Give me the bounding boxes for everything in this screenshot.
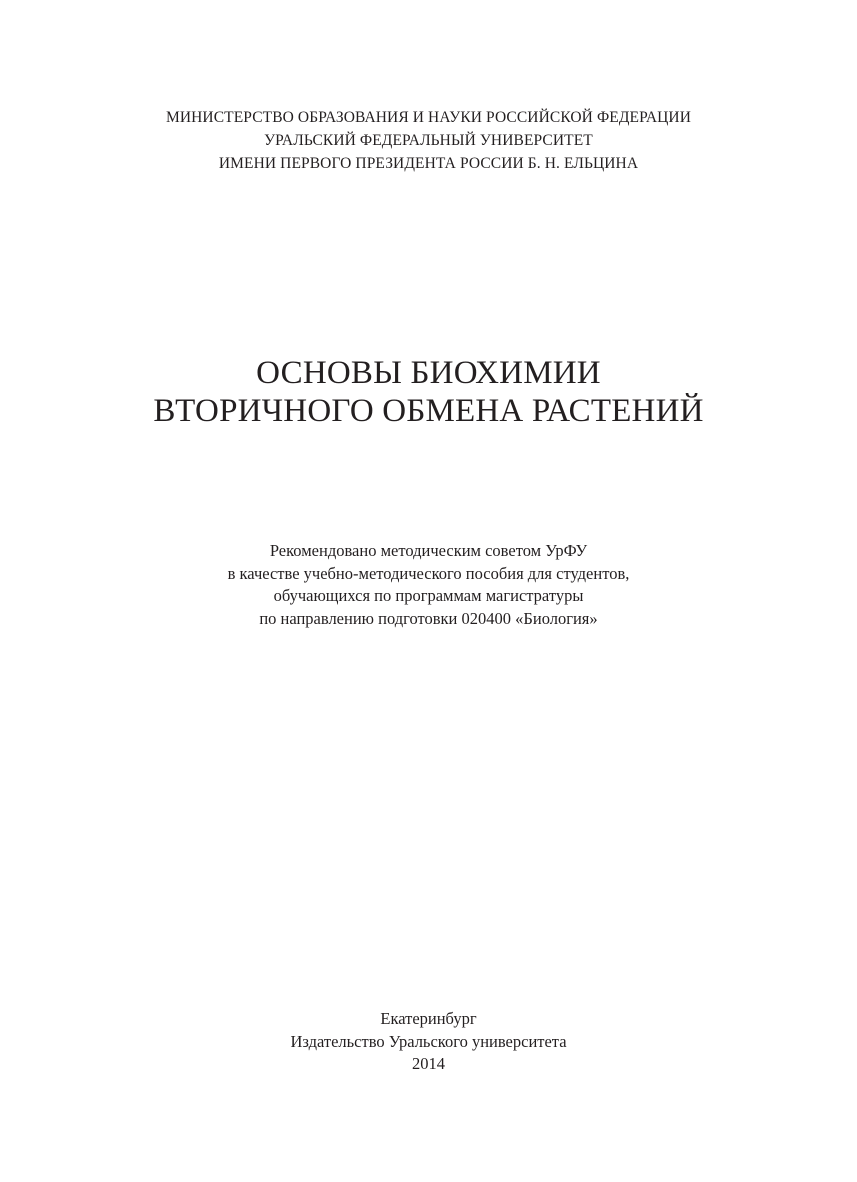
university-dedication-line: ИМЕНИ ПЕРВОГО ПРЕЗИДЕНТА РОССИИ Б. Н. ЕЛЬЦИНА [218,155,639,172]
book-title [0,354,857,430]
university-line: УРАЛЬСКИЙ ФЕДЕРАЛЬНЫЙ УНИВЕРСИТЕТ [264,132,593,149]
imprint-city: Екатеринбург [380,1009,477,1028]
recommendation-line-1: Рекомендовано методическим советом УрФУ [269,541,588,560]
imprint-publisher: Издательство Уральского университета [290,1031,567,1051]
publication-imprint [0,1008,857,1076]
institution-header [0,106,857,175]
ministry-line: МИНИСТЕРСТВО ОБРАЗОВАНИЯ И НАУКИ РОССИЙСКОЙ ФЕДЕРАЦИИ [165,109,692,126]
imprint-year: 2014 [412,1054,445,1073]
recommendation-line-2: в качестве учебно-методического пособия для студентов, [227,563,630,583]
book-title-line-2: ВТОРИЧНОГО ОБМЕНА РАСТЕНИЙ [153,393,704,429]
book-title-line-1: ОСНОВЫ БИОХИМИИ [256,355,601,391]
recommendation-line-3: обучающихся по программам магистратуры [273,586,584,605]
recommendation-line-4: по направлению подготовки 020400 «Биология» [259,608,598,628]
recommendation-statement [0,540,857,630]
